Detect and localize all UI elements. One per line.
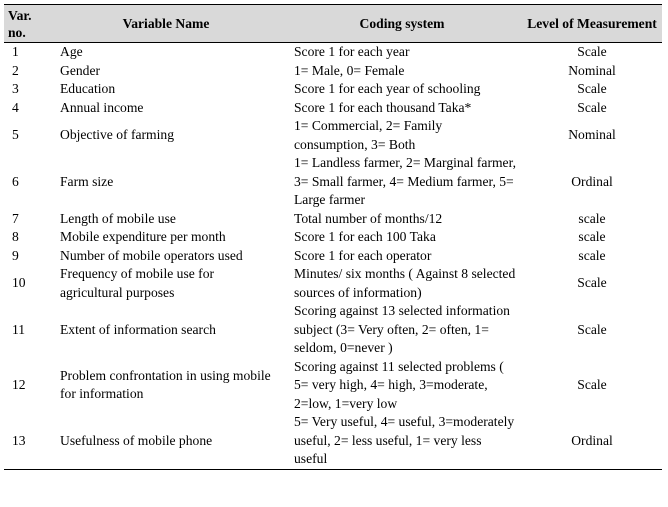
table-row [4, 80, 662, 99]
level-cell: Scale [577, 321, 607, 337]
variable-name-cell: Mobile expenditure per month [60, 229, 226, 244]
variable-name-cell: Problem confrontation in using mobile for information [60, 367, 271, 402]
table-body [4, 43, 662, 470]
variable-name-cell: Usefulness of mobile phone [60, 432, 213, 448]
table-row [4, 265, 662, 302]
coding-system-cell: Scoring against 13 selected information subject (3= Very often, 2= often, 1= seldom, 0=never ) [294, 303, 510, 355]
coding-system-cell: 1= Landless farmer, 2= Marginal farmer, 3= Small farmer, 4= Medium farmer, 5= Large farmer [294, 155, 516, 207]
table-row [4, 358, 662, 414]
var-no-cell: 11 [12, 321, 26, 337]
level-cell: Scale [577, 377, 607, 392]
table-row [4, 99, 662, 118]
var-no-cell: 8 [12, 229, 19, 244]
table-row [4, 228, 662, 247]
coding-system-cell: Total number of months/12 [294, 210, 443, 226]
var-no-cell: 6 [12, 173, 19, 189]
coding-system-cell: Score 1 for each operator [294, 247, 432, 263]
var-no-cell: 4 [12, 99, 19, 115]
coding-system-cell: Score 1 for each thousand Taka* [294, 99, 472, 115]
level-cell: Scale [577, 81, 607, 96]
table-row [4, 154, 662, 210]
level-cell: Ordinal [571, 173, 613, 189]
table-row [4, 247, 662, 266]
level-cell: Ordinal [571, 432, 613, 448]
variable-name-cell: Gender [60, 62, 101, 78]
coding-system-cell: 1= Male, 0= Female [294, 62, 405, 78]
var-no-cell: 1 [12, 44, 19, 59]
var-no-cell: 2 [12, 62, 19, 78]
level-cell: Scale [577, 275, 607, 291]
variables-table [4, 4, 662, 470]
table-row [4, 62, 662, 81]
table-header [4, 5, 662, 43]
variable-name-cell: Farm size [60, 173, 114, 189]
variable-name-cell: Extent of information search [60, 321, 216, 337]
level-cell: Nominal [568, 62, 616, 78]
var-no-cell: 7 [12, 210, 19, 226]
variable-name-cell: Objective of farming [60, 127, 174, 143]
variable-name-cell: Annual income [60, 99, 144, 115]
coding-system-cell: 1= Commercial, 2= Family consumption, 3= Both [294, 118, 443, 152]
var-no-cell: 5 [12, 127, 19, 143]
table-row [4, 302, 662, 358]
variable-name-cell: Education [60, 81, 116, 96]
var-no-cell: 13 [12, 432, 26, 448]
table-row [4, 413, 662, 469]
header-variable-name: Variable Name [50, 5, 282, 43]
var-no-cell: 10 [12, 275, 26, 291]
variable-name-cell: Number of mobile operators used [60, 247, 243, 263]
level-cell: scale [578, 229, 606, 244]
variable-name-cell: Age [60, 44, 83, 59]
coding-system-cell: 5= Very useful, 4= useful, 3=moderately useful, 2= less useful, 1= very less useful [294, 414, 515, 466]
var-no-cell: 3 [12, 81, 19, 96]
coding-system-cell: Scoring against 11 selected problems ( 5= very high, 4= high, 3=moderate, 2=low, 1=very low [294, 358, 504, 411]
level-cell: scale [578, 210, 606, 226]
var-no-cell: 12 [12, 377, 26, 392]
header-coding-system: Coding system [282, 5, 522, 43]
var-no-cell: 9 [12, 247, 19, 263]
header-row [4, 5, 662, 43]
table-row [4, 210, 662, 229]
level-cell: Scale [577, 99, 607, 115]
level-cell: Nominal [568, 127, 616, 143]
variables-table-container [4, 4, 662, 470]
level-cell: scale [578, 247, 606, 263]
header-level-of-measurement: Level of Measurement [522, 5, 662, 43]
variable-name-cell: Length of mobile use [60, 210, 176, 226]
variable-name-cell: Frequency of mobile use for agricultural purposes [60, 266, 215, 300]
header-var-no: Var. no. [4, 5, 50, 43]
coding-system-cell: Score 1 for each 100 Taka [294, 229, 436, 244]
coding-system-cell: Score 1 for each year of schooling [294, 81, 481, 96]
coding-system-cell: Minutes/ six months ( Against 8 selected sources of information) [294, 266, 516, 300]
level-cell: Scale [577, 44, 607, 59]
table-row [4, 117, 662, 154]
table-row [4, 43, 662, 62]
coding-system-cell: Score 1 for each year [294, 44, 410, 59]
